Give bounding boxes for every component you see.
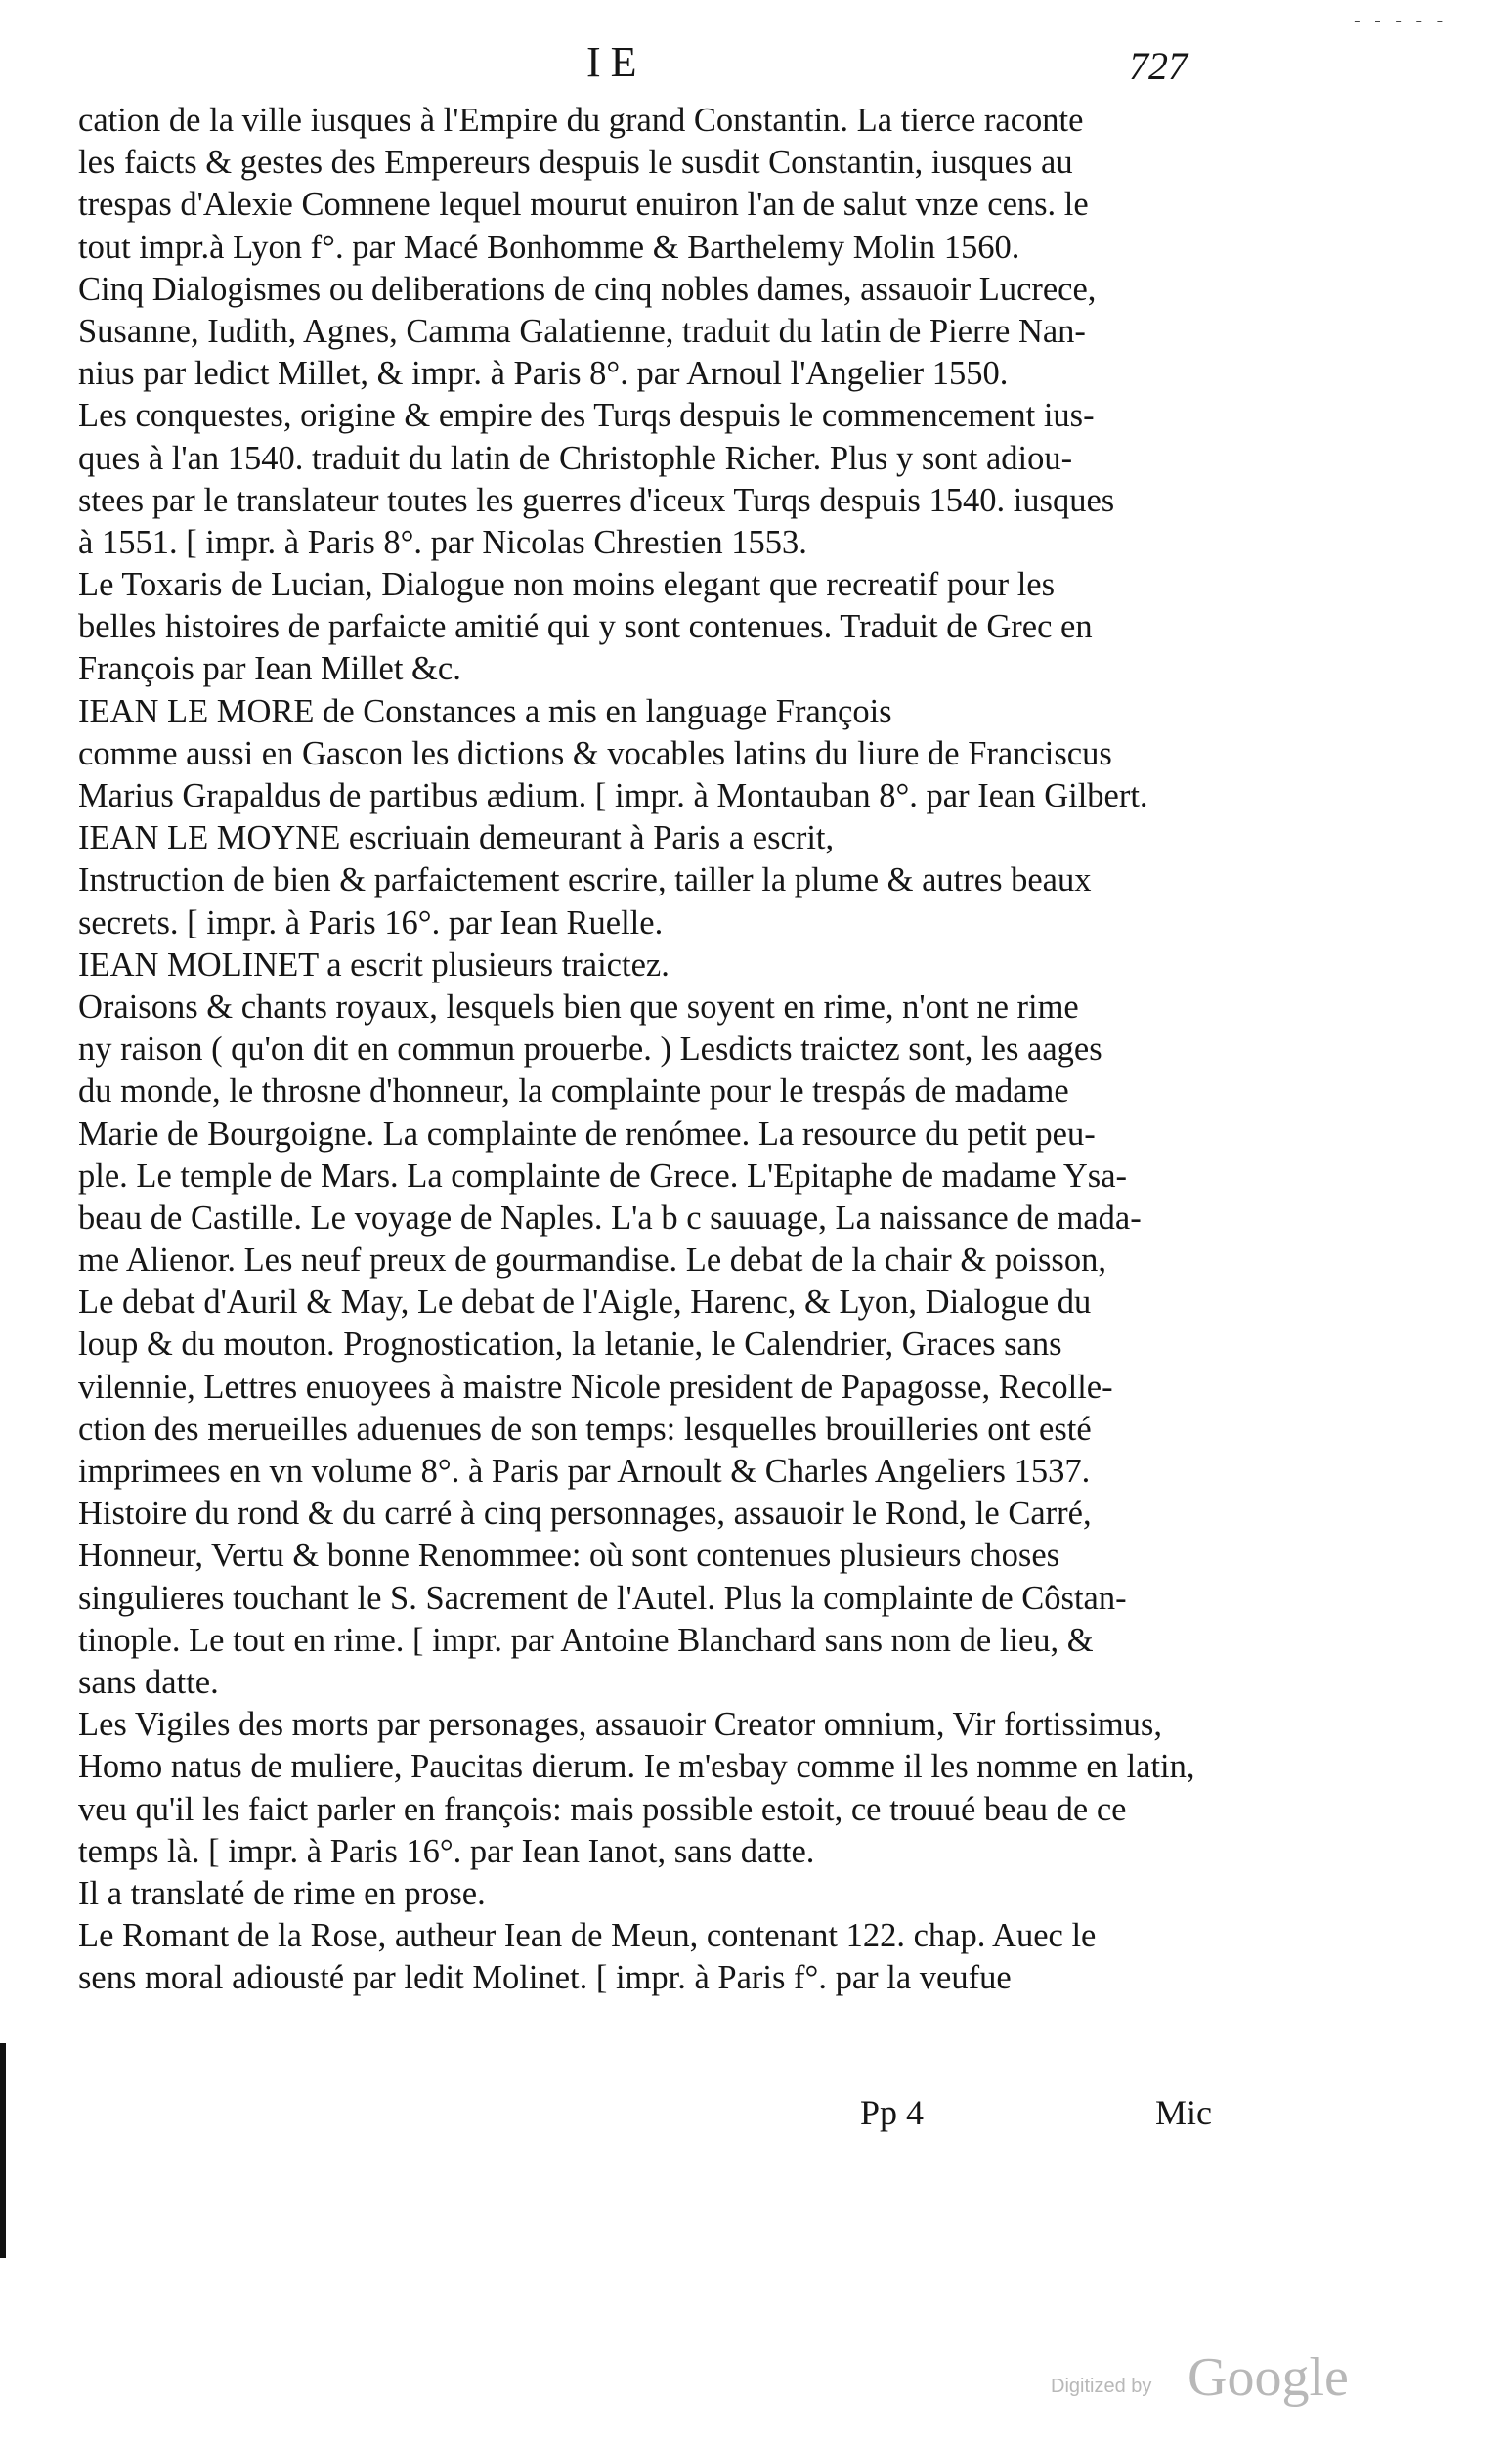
text-line: trespas d'Alexie Comnene lequel mourut enuiron l'an de salut vnze cens. le bbox=[78, 186, 1089, 224]
text-line: IEAN LE MORE de Constances a mis en language François bbox=[78, 692, 892, 730]
text-line: secrets. [ impr. à Paris 16°. par Iean Ruelle. bbox=[78, 903, 664, 941]
text-line: nius par ledict Millet, & impr. à Paris 8°. par Arnoul l'Angelier 1550. bbox=[78, 355, 1009, 393]
text-line: Les Vigiles des morts par personages, assauoir Creator omnium, Vir fortissimus, bbox=[78, 1706, 1162, 1744]
text-line: Le Toxaris de Lucian, Dialogue non moins elegant que recreatif pour les bbox=[78, 566, 1056, 604]
text-line: François par Iean Millet &c. bbox=[78, 650, 461, 688]
text-line: Marie de Bourgoigne. La complainte de renómee. La resource du petit peu- bbox=[78, 1114, 1096, 1153]
text-line: Il a translaté de rime en prose. bbox=[78, 1874, 486, 1912]
text-line: Le Romant de la Rose, autheur Iean de Meun, contenant 122. chap. Auec le bbox=[78, 1917, 1097, 1955]
text-line: ques à l'an 1540. traduit du latin de Christophle Richer. Plus y sont adiou- bbox=[78, 439, 1073, 477]
corner-marks: - - - - - bbox=[1354, 8, 1447, 31]
text-line: Histoire du rond & du carré à cinq personnages, assauoir le Rond, le Carré, bbox=[78, 1495, 1092, 1533]
text-line: Oraisons & chants royaux, lesquels bien que soyent en rime, n'ont ne rime bbox=[78, 987, 1079, 1026]
text-line: cation de la ville iusques à l'Empire du grand Constantin. La tierce raconte bbox=[78, 102, 1084, 139]
footer-line bbox=[860, 2092, 1212, 2135]
main-text-block bbox=[78, 100, 1212, 1999]
digitized-by-text: Digitized by bbox=[1051, 2376, 1152, 2397]
text-line: Homo natus de muliere, Paucitas dierum. Ie m'esbay comme il les nomme en latin, bbox=[78, 1748, 1195, 1786]
text-line: ction des merueilles aduenues de son temps: lesquelles brouilleries ont esté bbox=[78, 1410, 1092, 1448]
text-line: Le debat d'Auril & May, Le debat de l'Aigle, Harenc, & Lyon, Dialogue du bbox=[78, 1284, 1092, 1322]
text-line: Instruction de bien & parfaictement escrire, tailler la plume & autres beaux bbox=[78, 861, 1092, 899]
text-line: veu qu'il les faict parler en françois: mais possible estoit, ce trouué beau de ce bbox=[78, 1790, 1127, 1828]
text-line: du monde, le throsne d'honneur, la complainte pour le trespás de madame bbox=[78, 1072, 1069, 1111]
text-line: les faicts & gestes des Empereurs despuis le susdit Constantin, iusques au bbox=[78, 144, 1073, 182]
text-line: Susanne, Iudith, Agnes, Camma Galatienne, traduit du latin de Pierre Nan- bbox=[78, 312, 1086, 350]
text-line: beau de Castille. Le voyage de Naples. L'a b c sauuage, La naissance de mada- bbox=[78, 1199, 1142, 1237]
text-line: Honneur, Vertu & bonne Renommee: où sont contenues plusieurs choses bbox=[78, 1537, 1060, 1575]
text-line: vilennie, Lettres enuoyees à maistre Nicole president de Papagosse, Recolle- bbox=[78, 1368, 1113, 1406]
text-line: Marius Grapaldus de partibus ædium. [ impr. à Montauban 8°. par Iean Gilbert. bbox=[78, 777, 1148, 814]
running-head: IE bbox=[586, 38, 647, 86]
text-line: IEAN LE MOYNE escriuain demeurant à Paris a escrit, bbox=[78, 819, 835, 857]
text-line: comme aussi en Gascon les dictions & vocables latins du liure de Franciscus bbox=[78, 734, 1112, 772]
text-line: loup & du mouton. Prognostication, la letanie, le Calendrier, Graces sans bbox=[78, 1326, 1062, 1364]
text-line: ple. Le temple de Mars. La complainte de Grece. L'Epitaphe de madame Ysa- bbox=[78, 1157, 1128, 1195]
text-line: imprimees en vn volume 8°. à Paris par Arnoult & Charles Angeliers 1537. bbox=[78, 1453, 1091, 1490]
text-line: IEAN MOLINET a escrit plusieurs traictez. bbox=[78, 945, 670, 983]
text-line: Cinq Dialogismes ou deliberations de cinq nobles dames, assauoir Lucrece, bbox=[78, 270, 1097, 308]
text-line: belles histoires de parfaicte amitié qui y sont contenues. Traduit de Grec en bbox=[78, 608, 1093, 646]
text-line: ny raison ( qu'on dit en commun prouerbe. ) Lesdicts traictez sont, les aages bbox=[78, 1030, 1102, 1069]
text-line: sans datte. bbox=[78, 1663, 219, 1701]
binding-edge-mark bbox=[0, 2043, 6, 2258]
text-line: singulieres touchant le S. Sacrement de l'Autel. Plus la complainte de Côstan- bbox=[78, 1579, 1127, 1617]
page-number: 727 bbox=[1129, 44, 1188, 88]
text-line: me Alienor. Les neuf preux de gourmandise. Le debat de la chair & poisson, bbox=[78, 1242, 1106, 1280]
text-line: temps là. [ impr. à Paris 16°. par Iean Ianot, sans datte. bbox=[78, 1832, 815, 1870]
signature-mark: Pp 4 bbox=[860, 2093, 925, 2132]
text-line: stees par le translateur toutes les guerres d'iceux Turqs despuis 1540. iusques bbox=[78, 481, 1115, 519]
catchword: Mic bbox=[1155, 2093, 1212, 2132]
text-line: à 1551. [ impr. à Paris 8°. par Nicolas Chrestien 1553. bbox=[78, 523, 807, 561]
text-line: sens moral adiousté par ledit Molinet. [ impr. à Paris f°. par la veufue bbox=[78, 1959, 1012, 1997]
text-line: Les conquestes, origine & empire des Turqs despuis le commencement ius- bbox=[78, 397, 1095, 435]
google-logo: Google bbox=[1188, 2347, 1349, 2408]
text-line: tout impr.à Lyon f°. par Macé Bonhomme & Barthelemy Molin 1560. bbox=[78, 228, 1020, 266]
text-line: tinople. Le tout en rime. [ impr. par Antoine Blanchard sans nom de lieu, & bbox=[78, 1621, 1094, 1659]
